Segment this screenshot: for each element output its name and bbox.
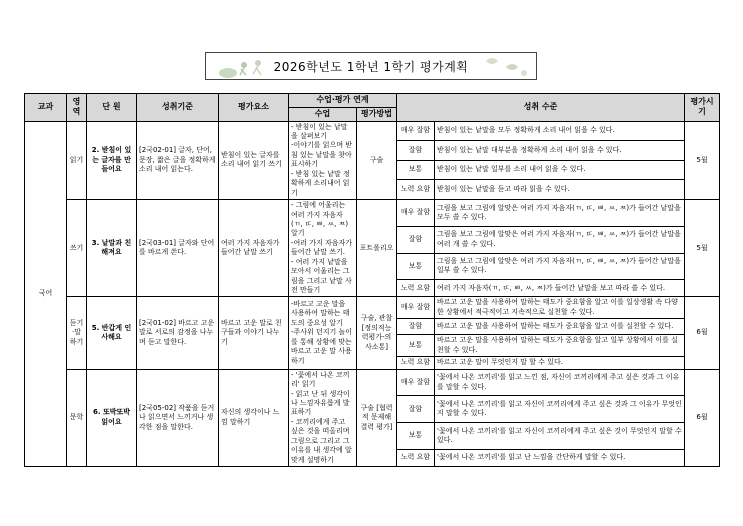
lesson-item: -여러 가지 자음자가 들어간 낱말 쓰기.: [291, 238, 353, 257]
lesson-item: -이야기를 읽으며 받침 있는 낱말을 찾아 표시하기: [291, 141, 353, 169]
level-description: 받침이 있는 낱말 대부분을 정확하게 소리 내어 읽을 수 있다.: [435, 141, 685, 161]
level-description: '꽃에서 나온 코끼리'를 읽고 느낀 점, 자신이 코끼리에게 주고 싶은 것과 그 이유를 말할 수 있다.: [435, 369, 685, 396]
lesson-item: - 받침 있는 낱말 정확하게 소리내어 읽기: [291, 169, 350, 197]
area-cell: 문학: [67, 369, 87, 466]
lesson-item: -주사위 던지기 놀이를 통해 상황에 맞는 바르고 고운 말 사용하기: [291, 328, 353, 365]
level-description: 받침이 있는 낱말 일부를 소리 내어 읽을 수 있다.: [435, 160, 685, 180]
lesson-item: - 여러 가지 낱말을 모아서 어울리는 그림을 그리고 낱말 사전 만들기: [291, 257, 352, 295]
method-cell: 구술 [협력적 문제해결력 평가]: [357, 369, 397, 466]
level-label: 매우 잘함: [397, 369, 435, 396]
standard-cell: [2국01-02] 바르고 고운 말로 서로의 감정을 나누며 듣고 말한다.: [137, 297, 219, 369]
method-cell: 포트폴리오: [357, 200, 397, 297]
area-cell: 듣기·말하기: [67, 297, 87, 369]
level-description: 바르고 고운 말을 사용하여 말하는 태도가 중요함을 알고 이를 일상생활 속 다양한 상황에서 적극적이고 지속적으로 실천할 수 있다.: [435, 297, 685, 319]
level-description: 받침이 있는 낱말을 듣고 따라 읽을 수 있다.: [435, 180, 685, 200]
area-cell: 읽기: [67, 121, 87, 200]
level-description: '꽃에서 나온 코끼리'를 읽고 자신이 코끼리에게 주고 싶은 것이 무엇인지 말할 수 있다.: [435, 423, 685, 450]
method-cell: 구술: [357, 121, 397, 200]
header-link: 수업·평가 연계: [289, 94, 397, 108]
header-standard: 성취기준: [137, 94, 219, 122]
lesson-cell: [289, 369, 357, 466]
unit-cell: 3. 낱말과 친해져요: [87, 200, 137, 297]
time-cell: 5월: [685, 200, 720, 297]
standard-cell: [2국03-01] 글자와 단어를 바르게 쓴다.: [137, 200, 219, 297]
area-cell: 쓰기: [67, 200, 87, 297]
table-body: [25, 121, 720, 466]
level-label: 보통: [397, 335, 435, 357]
level-description: 받침이 있는 낱말을 모두 정확하게 소리 내어 읽을 수 있다.: [435, 121, 685, 141]
evaluation-plan-table: [24, 93, 720, 467]
table-row: [25, 121, 720, 141]
level-label: 보통: [397, 423, 435, 450]
level-label: 매우 잘함: [397, 297, 435, 319]
time-cell: 6월: [685, 297, 720, 369]
element-cell: 바르고 고운 말로 친구들과 이야기 나누기: [219, 297, 289, 369]
lesson-item: - 받침이 있는 낱말을 살펴보기: [291, 122, 348, 141]
level-description: 바르고 고운 말을 사용하여 말하는 태도가 중요함을 알고 일부 상황에서 이를 실천할 수 있다.: [435, 335, 685, 357]
element-cell: 자신의 생각이나 느낌 말하기: [219, 369, 289, 466]
lesson-cell: [289, 297, 357, 369]
level-description: 바르고 고운 말을 사용하여 말하는 태도가 중요함을 알고 이를 실천할 수 있다.: [435, 319, 685, 335]
method-cell: 구술, 관찰 [정의적능력평가-의사소통]: [357, 297, 397, 369]
level-label: 노력 요함: [397, 180, 435, 200]
header-lesson: 수업: [289, 107, 357, 121]
time-cell: 5월: [685, 121, 720, 200]
table-row: [25, 200, 720, 227]
title-box: [205, 52, 537, 80]
level-label: 보통: [397, 253, 435, 280]
unit-cell: 5. 반갑게 인사해요: [87, 297, 137, 369]
table-row: [25, 297, 720, 319]
level-description: '꽃에서 나온 코끼리'를 읽고 자신이 코끼리에게 주고 싶은 것과 그 이유가 무엇인지 말할 수 있다.: [435, 396, 685, 423]
lesson-cell: [289, 121, 357, 200]
level-label: 잘함: [397, 226, 435, 253]
lesson-cell: [289, 200, 357, 297]
level-description: 그림을 보고 그림에 알맞은 여러 가지 자음자(ㄲ, ㄸ, ㅃ, ㅆ, ㅉ)가 들어간 낱말을 모두 쓸 수 있다.: [435, 200, 685, 227]
level-description: 그림을 보고 그림에 알맞은 여러 가지 자음자(ㄲ, ㄸ, ㅃ, ㅆ, ㅉ)가 들어간 낱말을 여러 개 쓸 수 있다.: [435, 226, 685, 253]
level-description: 그림을 보고 그림에 알맞은 여러 가지 자음자(ㄲ, ㄸ, ㅃ, ㅆ, ㅉ)가 들어간 낱말을 일부 쓸 수 있다.: [435, 253, 685, 280]
level-label: 보통: [397, 160, 435, 180]
level-description: 여러 가지 자음자(ㄲ, ㄸ, ㅃ, ㅆ, ㅉ)가 들어간 낱말을 보고 따라 쓸 수 있다.: [435, 280, 685, 297]
header-method: 평가방법: [357, 107, 397, 121]
lesson-item: - 코끼리에게 주고 싶은 것을 떠올리며 그림으로 그리고 그 이유를 내 생각에 알맞게 설명하기: [291, 417, 352, 464]
lesson-item: - '꽃에서 나온 코끼리' 읽기: [291, 370, 350, 389]
header-subject: 교과: [25, 94, 67, 122]
level-label: 매우 잘함: [397, 121, 435, 141]
level-label: 노력 요함: [397, 280, 435, 297]
header-achievement: 성취 수준: [397, 94, 685, 122]
header-time: 평가시기: [685, 94, 720, 122]
level-label: 잘함: [397, 319, 435, 335]
level-label: 노력 요함: [397, 357, 435, 369]
level-label: 노력 요함: [397, 449, 435, 466]
level-label: 잘함: [397, 396, 435, 423]
unit-cell: 6. 또박또박 읽어요: [87, 369, 137, 466]
standard-cell: [2국05-02] 작품을 듣거나 읽으면서 느끼거나 생각한 점을 말한다.: [137, 369, 219, 466]
subject-cell: 국어: [25, 121, 67, 466]
standard-cell: [2국02-01] 글자, 단어, 문장, 짧은 글을 정확하게 소리 내어 읽는다.: [137, 121, 219, 200]
time-cell: 6월: [685, 369, 720, 466]
lesson-item: -바르고 고운 말을 사용하여 말하는 태도의 중요성 알기: [291, 300, 350, 327]
lesson-item: - 그림에 어울리는 여러 가지 자음자(ㄲ, ㄸ, ㅃ, ㅆ, ㅉ) 알기: [291, 201, 349, 238]
element-cell: 받침이 있는 글자를 소리 내어 읽기 쓰기: [219, 121, 289, 200]
header-area: 영역: [67, 94, 87, 122]
level-description: '꽃에서 나온 코끼리'를 읽고 난 느낌을 간단하게 말할 수 있다.: [435, 449, 685, 466]
lesson-item: - 읽고 난 뒤 생각이나 느낌자유롭게 발표하기: [291, 389, 350, 417]
level-label: 매우 잘함: [397, 200, 435, 227]
page-title: 2026학년도 1학년 1학기 평가계획: [273, 59, 469, 74]
table-row: [25, 369, 720, 396]
header-element: 평가요소: [219, 94, 289, 122]
header-unit: 단 원: [87, 94, 137, 122]
element-cell: 여러 가지 자음자가 들어간 낱말 쓰기: [219, 200, 289, 297]
unit-cell: 2. 받침이 있는 글자를 만들어요: [87, 121, 137, 200]
level-description: 바르고 고운 말이 무엇인지 말 할 수 있다.: [435, 357, 685, 369]
level-label: 잘함: [397, 141, 435, 161]
